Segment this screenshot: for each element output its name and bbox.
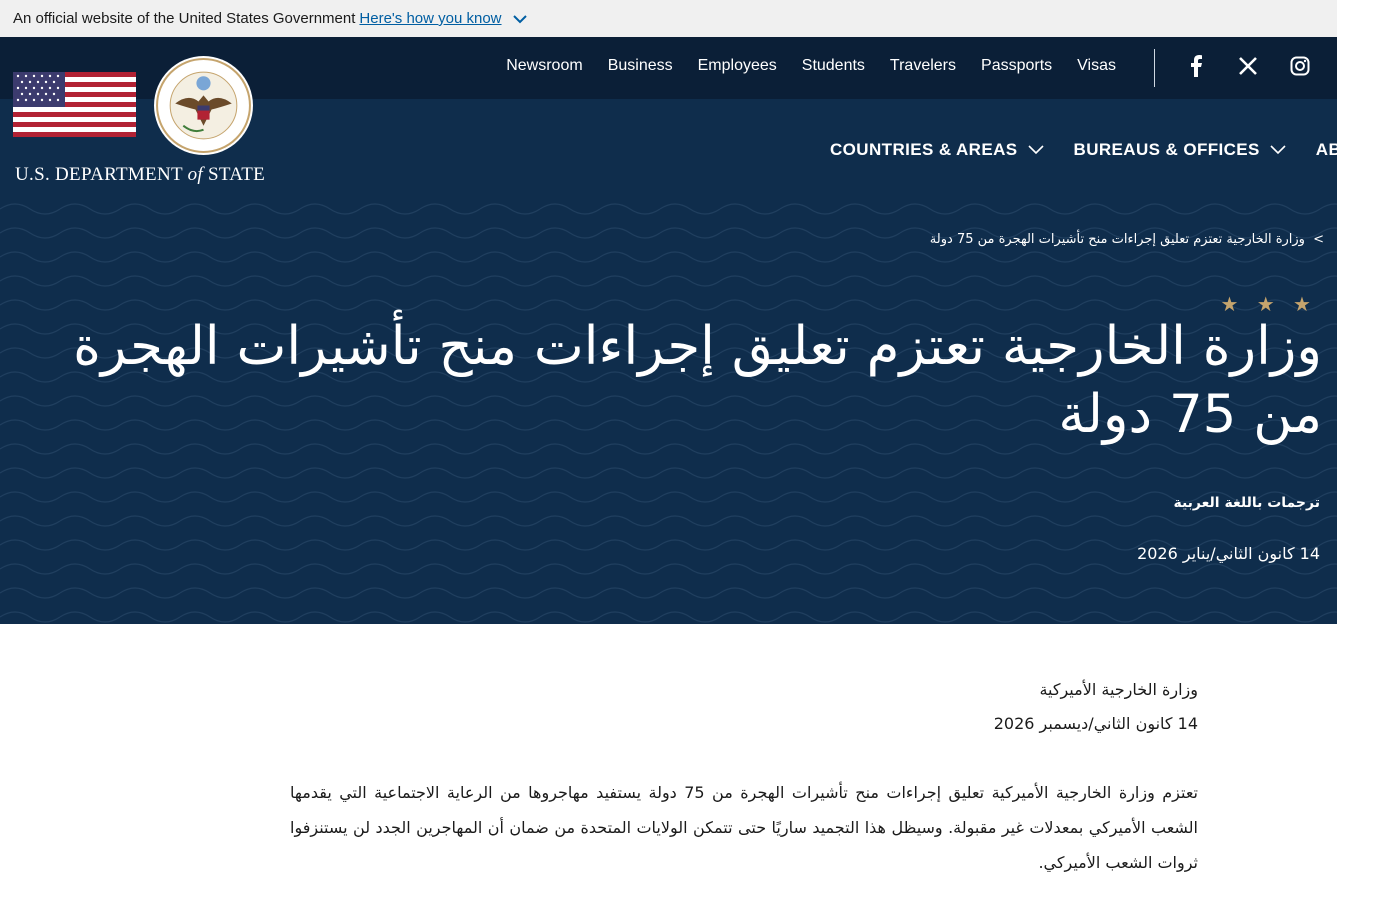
facebook-icon[interactable] [1185, 55, 1207, 77]
heres-how-you-know-link[interactable]: Here's how you know [359, 10, 502, 27]
breadcrumb-current[interactable]: وزارة الخارجية تعتزم تعليق إجراءات منح تأشيرات الهجرة من 75 دولة [929, 232, 1305, 247]
wordmark-of: of [187, 164, 203, 185]
us-flag-icon[interactable] [13, 72, 136, 137]
nav-bureaus-offices[interactable] [1074, 140, 1286, 160]
chevron-down-icon[interactable] [512, 11, 528, 27]
nav-countries-areas[interactable] [830, 140, 1044, 160]
page-title: وزارة الخارجية تعتزم تعليق إجراءات منح تأشيرات الهجرة من 75 دولة [73, 316, 1322, 445]
stars-decoration: ★ ★ ★ [1220, 292, 1317, 316]
nav-visas[interactable]: Visas [1077, 57, 1116, 74]
nav-divider [1154, 49, 1155, 87]
nav-countries-areas-label: COUNTRIES & AREAS [830, 140, 1018, 159]
nav-newsroom[interactable]: Newsroom [506, 57, 583, 74]
article-source: وزارة الخارجية الأميركية [1039, 680, 1198, 699]
nav-bureaus-offices-label: BUREAUS & OFFICES [1073, 140, 1260, 159]
article-content [290, 673, 1198, 880]
social-links [1185, 55, 1311, 77]
article-body: تعتزم وزارة الخارجية الأميركية تعليق إجراءات منح تأشيرات الهجرة من 75 دولة يستفيد مهاجروها من الرعاية الاجتماعية التي يقدمها الشعب الأميركي بمعدلات غير مقبولة. وسيظل هذا التجميد ساريًا حتى تتمكن الولايات المتحدة من ضمان أن المهاجرين الجدد لن يستنزفوا ثروات الشعب الأميركي. [290, 783, 1199, 872]
nav-passports[interactable]: Passports [981, 57, 1053, 74]
department-wordmark[interactable] [15, 164, 265, 186]
department-of-state-seal-icon[interactable] [153, 55, 254, 156]
nav-students[interactable]: Students [801, 57, 865, 74]
nav-business[interactable]: Business [607, 57, 673, 74]
nav-about[interactable] [1316, 140, 1378, 160]
instagram-icon[interactable] [1289, 55, 1311, 77]
breadcrumb [930, 232, 1324, 247]
breadcrumb-separator: > [1313, 232, 1324, 247]
nav-about-label: ABOUT [1315, 140, 1378, 159]
gov-banner [0, 0, 1337, 37]
chevron-down-icon [1028, 145, 1044, 155]
chevron-down-icon [1270, 145, 1286, 155]
wordmark-prefix: U.S. DEPARTMENT [15, 164, 188, 185]
gov-banner-text: An official website of the United States Government [13, 10, 356, 27]
utility-nav [506, 57, 1116, 75]
site-header [0, 37, 1378, 624]
page-subtitle: ترجمات باللغة العربية [1173, 495, 1320, 511]
nav-employees[interactable]: Employees [697, 57, 777, 74]
publish-date: 14 كانون الثاني/يناير 2026 [1137, 544, 1320, 563]
x-icon[interactable] [1237, 55, 1259, 77]
main-nav [830, 140, 1378, 160]
wordmark-suffix: STATE [202, 164, 266, 185]
article-date: 14 كانون الثاني/ديسمبر 2026 [993, 714, 1198, 733]
nav-travelers[interactable]: Travelers [889, 57, 957, 74]
